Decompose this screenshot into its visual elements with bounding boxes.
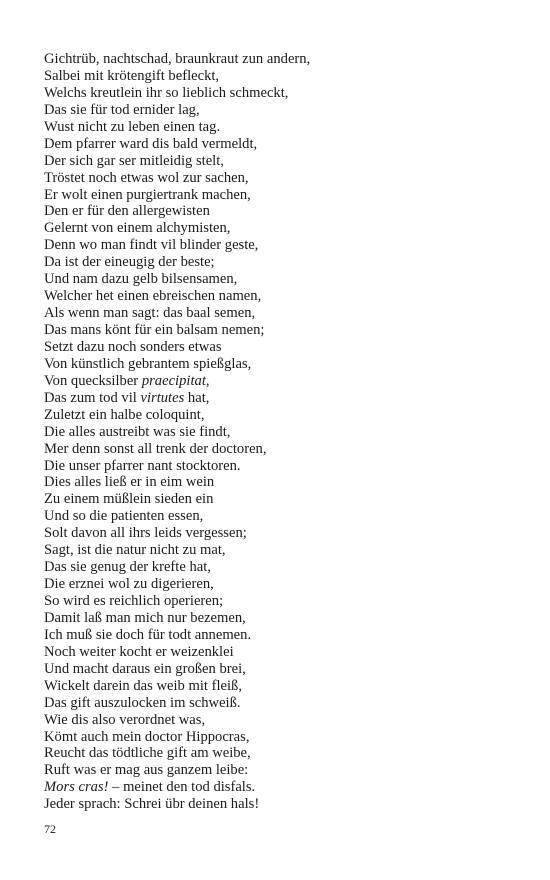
line-text: Von künstlich gebrantem spießglas, — [44, 355, 252, 372]
line-text: Sagt, ist die natur nicht zu mat, — [44, 542, 226, 559]
poem-line — [44, 390, 514, 407]
poem-line — [44, 85, 514, 102]
poem-line — [44, 237, 514, 254]
poem-line — [44, 458, 514, 475]
poem-line — [44, 678, 514, 695]
poem-line — [44, 627, 514, 644]
poem-line — [44, 203, 514, 220]
line-text: Damit laß man mich nur bezemen, — [44, 609, 246, 626]
line-text: Die erznei wol zu digerieren, — [44, 576, 214, 593]
poem-line — [44, 271, 514, 288]
poem-line — [44, 779, 514, 796]
line-text: Und nam dazu gelb bilsensamen, — [44, 271, 238, 288]
poem-line — [44, 339, 514, 356]
poem-line — [44, 559, 514, 576]
italic-text: virtutes — [140, 389, 185, 406]
poem-line — [44, 187, 514, 204]
line-text: Zu einem müßlein sieden ein — [44, 491, 214, 508]
line-text: Der sich gar ser mitleidig stelt, — [44, 152, 224, 169]
line-text: Tröstet noch etwas wol zur sachen, — [44, 169, 249, 186]
poem-line — [44, 441, 514, 458]
poem-line — [44, 491, 514, 508]
poem-line — [44, 136, 514, 153]
poem-line — [44, 68, 514, 85]
line-text: Solt davon all ihrs leids vergessen; — [44, 525, 247, 542]
line-text: Gelernt von einem alchymisten, — [44, 220, 231, 237]
line-text: Setzt dazu noch sonders etwas — [44, 338, 222, 355]
line-text: Noch weiter kocht er weizenklei — [44, 643, 234, 660]
line-text: Welcher het einen ebreischen namen, — [44, 288, 262, 305]
line-text: Da ist der eineugig der beste; — [44, 254, 215, 271]
poem-line — [44, 474, 514, 491]
line-text: Reucht das tödtliche gift am weibe, — [44, 745, 251, 762]
poem-line — [44, 305, 514, 322]
line-text: Dem pfarrer ward dis bald vermeldt, — [44, 135, 258, 152]
line-text: Wust nicht zu leben einen tag. — [44, 118, 221, 135]
poem-line — [44, 576, 514, 593]
line-text: Das sie genug der krefte hat, — [44, 559, 211, 576]
line-text: Ich muß sie doch für todt annemen. — [44, 626, 252, 643]
line-text: Das zum tod vil — [44, 389, 141, 406]
line-text: Als wenn man sagt: das baal semen, — [44, 305, 256, 322]
poem-line — [44, 424, 514, 441]
poem-line — [44, 322, 514, 339]
line-text: Er wolt einen purgiertrank machen, — [44, 186, 251, 203]
line-text: Dies alles ließ er in eim wein — [44, 474, 215, 491]
line-text: Die alles austreibt was sie findt, — [44, 423, 231, 440]
poem-line — [44, 102, 514, 119]
line-text: Salbei mit krötengift befleckt, — [44, 67, 220, 84]
poem-line — [44, 508, 514, 525]
line-text: Das gift auszulocken im schweiß. — [44, 694, 241, 711]
poem-line — [44, 729, 514, 746]
line-text: Gichtrüb, nachtschad, braunkraut zun andern, — [44, 51, 311, 67]
poem-line — [44, 695, 514, 712]
poem-line — [44, 356, 514, 373]
line-text: Das mans könt für ein balsam nemen; — [44, 322, 265, 338]
line-text: Den er für den allergewisten — [44, 203, 210, 220]
poem-line — [44, 661, 514, 678]
poem-line — [44, 610, 514, 627]
line-text: Zuletzt ein halbe coloquint, — [44, 406, 205, 423]
italic-text: praecipitat, — [141, 372, 210, 389]
line-text: Mer denn sonst all trenk der doctoren, — [44, 440, 267, 457]
poem-line — [44, 762, 514, 779]
line-text: Wie dis also verordnet was, — [44, 711, 206, 728]
poem-line — [44, 407, 514, 424]
line-text: Denn wo man findt vil blinder geste, — [44, 237, 259, 254]
poem-line — [44, 170, 514, 187]
poem-line — [44, 593, 514, 610]
poem-line — [44, 288, 514, 305]
poem-line — [44, 542, 514, 559]
line-text: Jeder sprach: Schrei übr deinen hals! — [44, 796, 260, 813]
line-text: So wird es reichlich operieren; — [44, 593, 224, 609]
line-text: – meinet den tod disfals. — [108, 779, 256, 796]
page-number: 72 — [44, 822, 56, 836]
line-text: Kömt auch mein doctor Hippocras, — [44, 728, 250, 745]
line-text: Und so die patienten essen, — [44, 508, 204, 525]
poem-line — [44, 525, 514, 542]
line-text: hat, — [184, 389, 210, 406]
line-text: Von quecksilber — [44, 372, 142, 389]
poem-line — [44, 644, 514, 661]
poem-text — [44, 51, 514, 813]
line-text: Das sie für tod ernider lag, — [44, 101, 200, 118]
line-text: Welchs kreutlein ihr so lieblich schmeckt, — [44, 84, 289, 101]
poem-line — [44, 796, 514, 813]
poem-line — [44, 373, 514, 390]
italic-text: Mors cras! — [44, 779, 109, 796]
poem-line — [44, 153, 514, 170]
line-text: Die unser pfarrer nant stocktoren. — [44, 457, 241, 474]
line-text: Und macht daraus ein großen brei, — [44, 660, 246, 677]
poem-line — [44, 712, 514, 729]
poem-line — [44, 119, 514, 136]
poem-line — [44, 745, 514, 762]
poem-line — [44, 254, 514, 271]
poem-line — [44, 220, 514, 237]
poem-line — [44, 51, 514, 68]
line-text: Ruft was er mag aus ganzem leibe: — [44, 762, 249, 779]
line-text: Wickelt darein das weib mit fleiß, — [44, 677, 242, 694]
